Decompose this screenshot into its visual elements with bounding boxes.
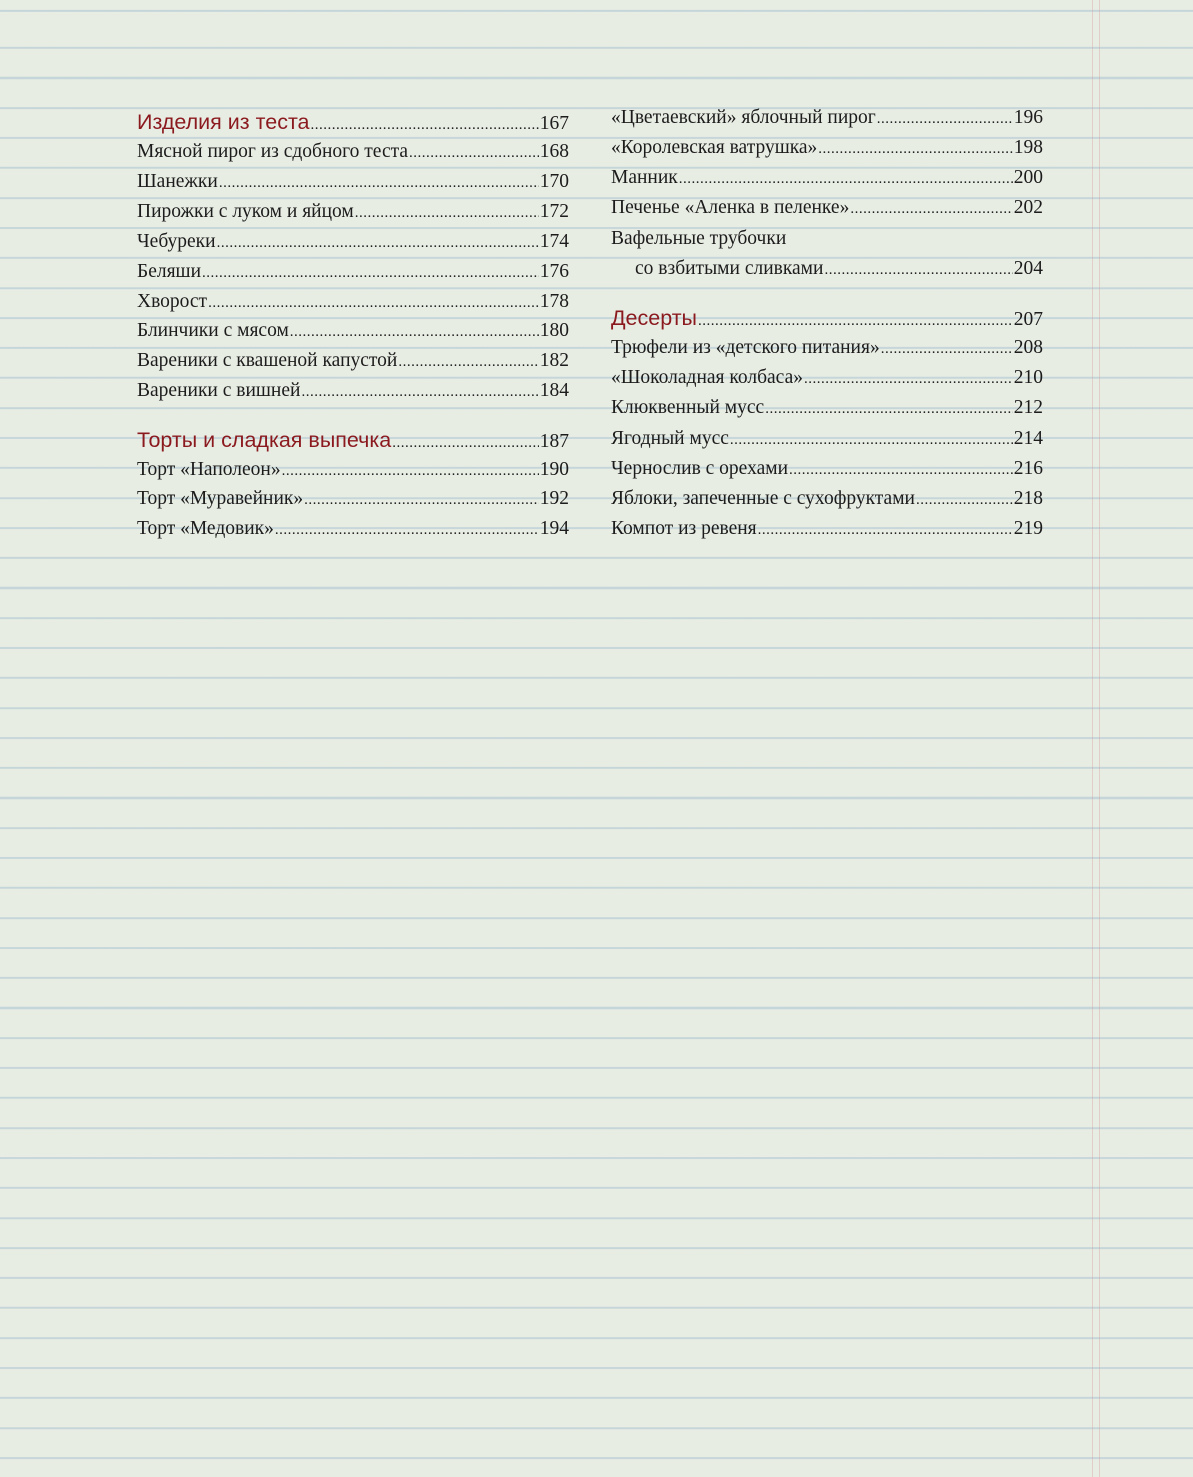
- page-number: 190: [539, 459, 569, 480]
- toc-entry[interactable]: Хворост ..... 178: [137, 287, 569, 317]
- toc-heading[interactable]: Изделия из теста ..... 167: [137, 107, 569, 137]
- page-number: 198: [1013, 137, 1043, 158]
- toc-entry[interactable]: Торт «Муравейник» ..... 192: [137, 484, 569, 514]
- toc-entry[interactable]: «Шоколадная колбаса» ..... 210: [611, 363, 1043, 393]
- page-number: 207: [1013, 309, 1043, 330]
- toc-entry[interactable]: Манник ..... 200: [611, 163, 1043, 193]
- page-number: 170: [539, 171, 569, 192]
- toc-entry[interactable]: Беляши ..... 176: [137, 257, 569, 287]
- toc-entry[interactable]: «Цветаевский» яблочный пирог ..... 196: [611, 103, 1043, 133]
- toc-entry[interactable]: Компот из ревеня ..... 219: [611, 514, 1043, 544]
- page-number: 208: [1013, 337, 1043, 358]
- page-number: 174: [539, 231, 569, 252]
- page-number: 210: [1013, 367, 1043, 388]
- page-number: 178: [539, 291, 569, 312]
- toc-entry[interactable]: Трюфели из «детского питания» ..... 208: [611, 333, 1043, 363]
- page-number: 212: [1013, 397, 1043, 418]
- toc-entry[interactable]: Яблоки, запеченные с сухофруктами ..... 218: [611, 484, 1043, 514]
- page-number: 167: [539, 113, 569, 134]
- toc-entry[interactable]: Печенье «Аленка в пеленке» ..... 202: [611, 193, 1043, 223]
- page-number: 200: [1013, 167, 1043, 188]
- toc-entry[interactable]: Мясной пирог из сдобного теста ..... 168: [137, 137, 569, 167]
- toc-entry[interactable]: Клюквенный мусс ..... 212: [611, 393, 1043, 423]
- toc-entry[interactable]: Вареники с квашеной капустой ..... 182: [137, 346, 569, 376]
- toc-heading[interactable]: Десерты ..... 207: [611, 303, 1043, 333]
- page-number: 204: [1013, 258, 1043, 279]
- page-number: 192: [539, 488, 569, 509]
- page-number: 218: [1013, 488, 1043, 509]
- toc-entry-continuation[interactable]: со взбитыми сливками ..... 204: [611, 254, 1043, 284]
- page-number: 168: [539, 141, 569, 162]
- toc-entry[interactable]: Чернослив с орехами ..... 216: [611, 454, 1043, 484]
- toc-entry[interactable]: Ягодный мусс ..... 214: [611, 424, 1043, 454]
- toc-heading[interactable]: Торты и сладкая выпечка ..... 187: [137, 425, 569, 455]
- page-number: 194: [539, 518, 569, 539]
- notebook-margin-line: [1092, 0, 1100, 1477]
- toc-entry[interactable]: Пирожки с луком и яйцом ..... 172: [137, 197, 569, 227]
- page-number: 214: [1013, 428, 1043, 449]
- page-number: 196: [1013, 107, 1043, 128]
- page-number: 180: [539, 320, 569, 341]
- page-number: 172: [539, 201, 569, 222]
- toc-entry[interactable]: Шанежки ..... 170: [137, 167, 569, 197]
- page-number: 187: [539, 431, 569, 452]
- page-number: 219: [1013, 518, 1043, 539]
- page-number: 184: [539, 380, 569, 401]
- page-number: 182: [539, 350, 569, 371]
- toc-entry[interactable]: «Королевская ватрушка» ..... 198: [611, 133, 1043, 163]
- toc-entry[interactable]: Вареники с вишней ..... 184: [137, 376, 569, 406]
- page-number: 216: [1013, 458, 1043, 479]
- toc-entry[interactable]: Чебуреки ..... 174: [137, 227, 569, 257]
- page-number: 176: [539, 261, 569, 282]
- toc-entry[interactable]: Вафельные трубочки: [611, 228, 787, 249]
- toc-entry[interactable]: Торт «Медовик» ..... 194: [137, 514, 569, 544]
- toc-entry[interactable]: Торт «Наполеон» ..... 190: [137, 455, 569, 485]
- toc-entry[interactable]: Блинчики с мясом ..... 180: [137, 316, 569, 346]
- page-number: 202: [1013, 197, 1043, 218]
